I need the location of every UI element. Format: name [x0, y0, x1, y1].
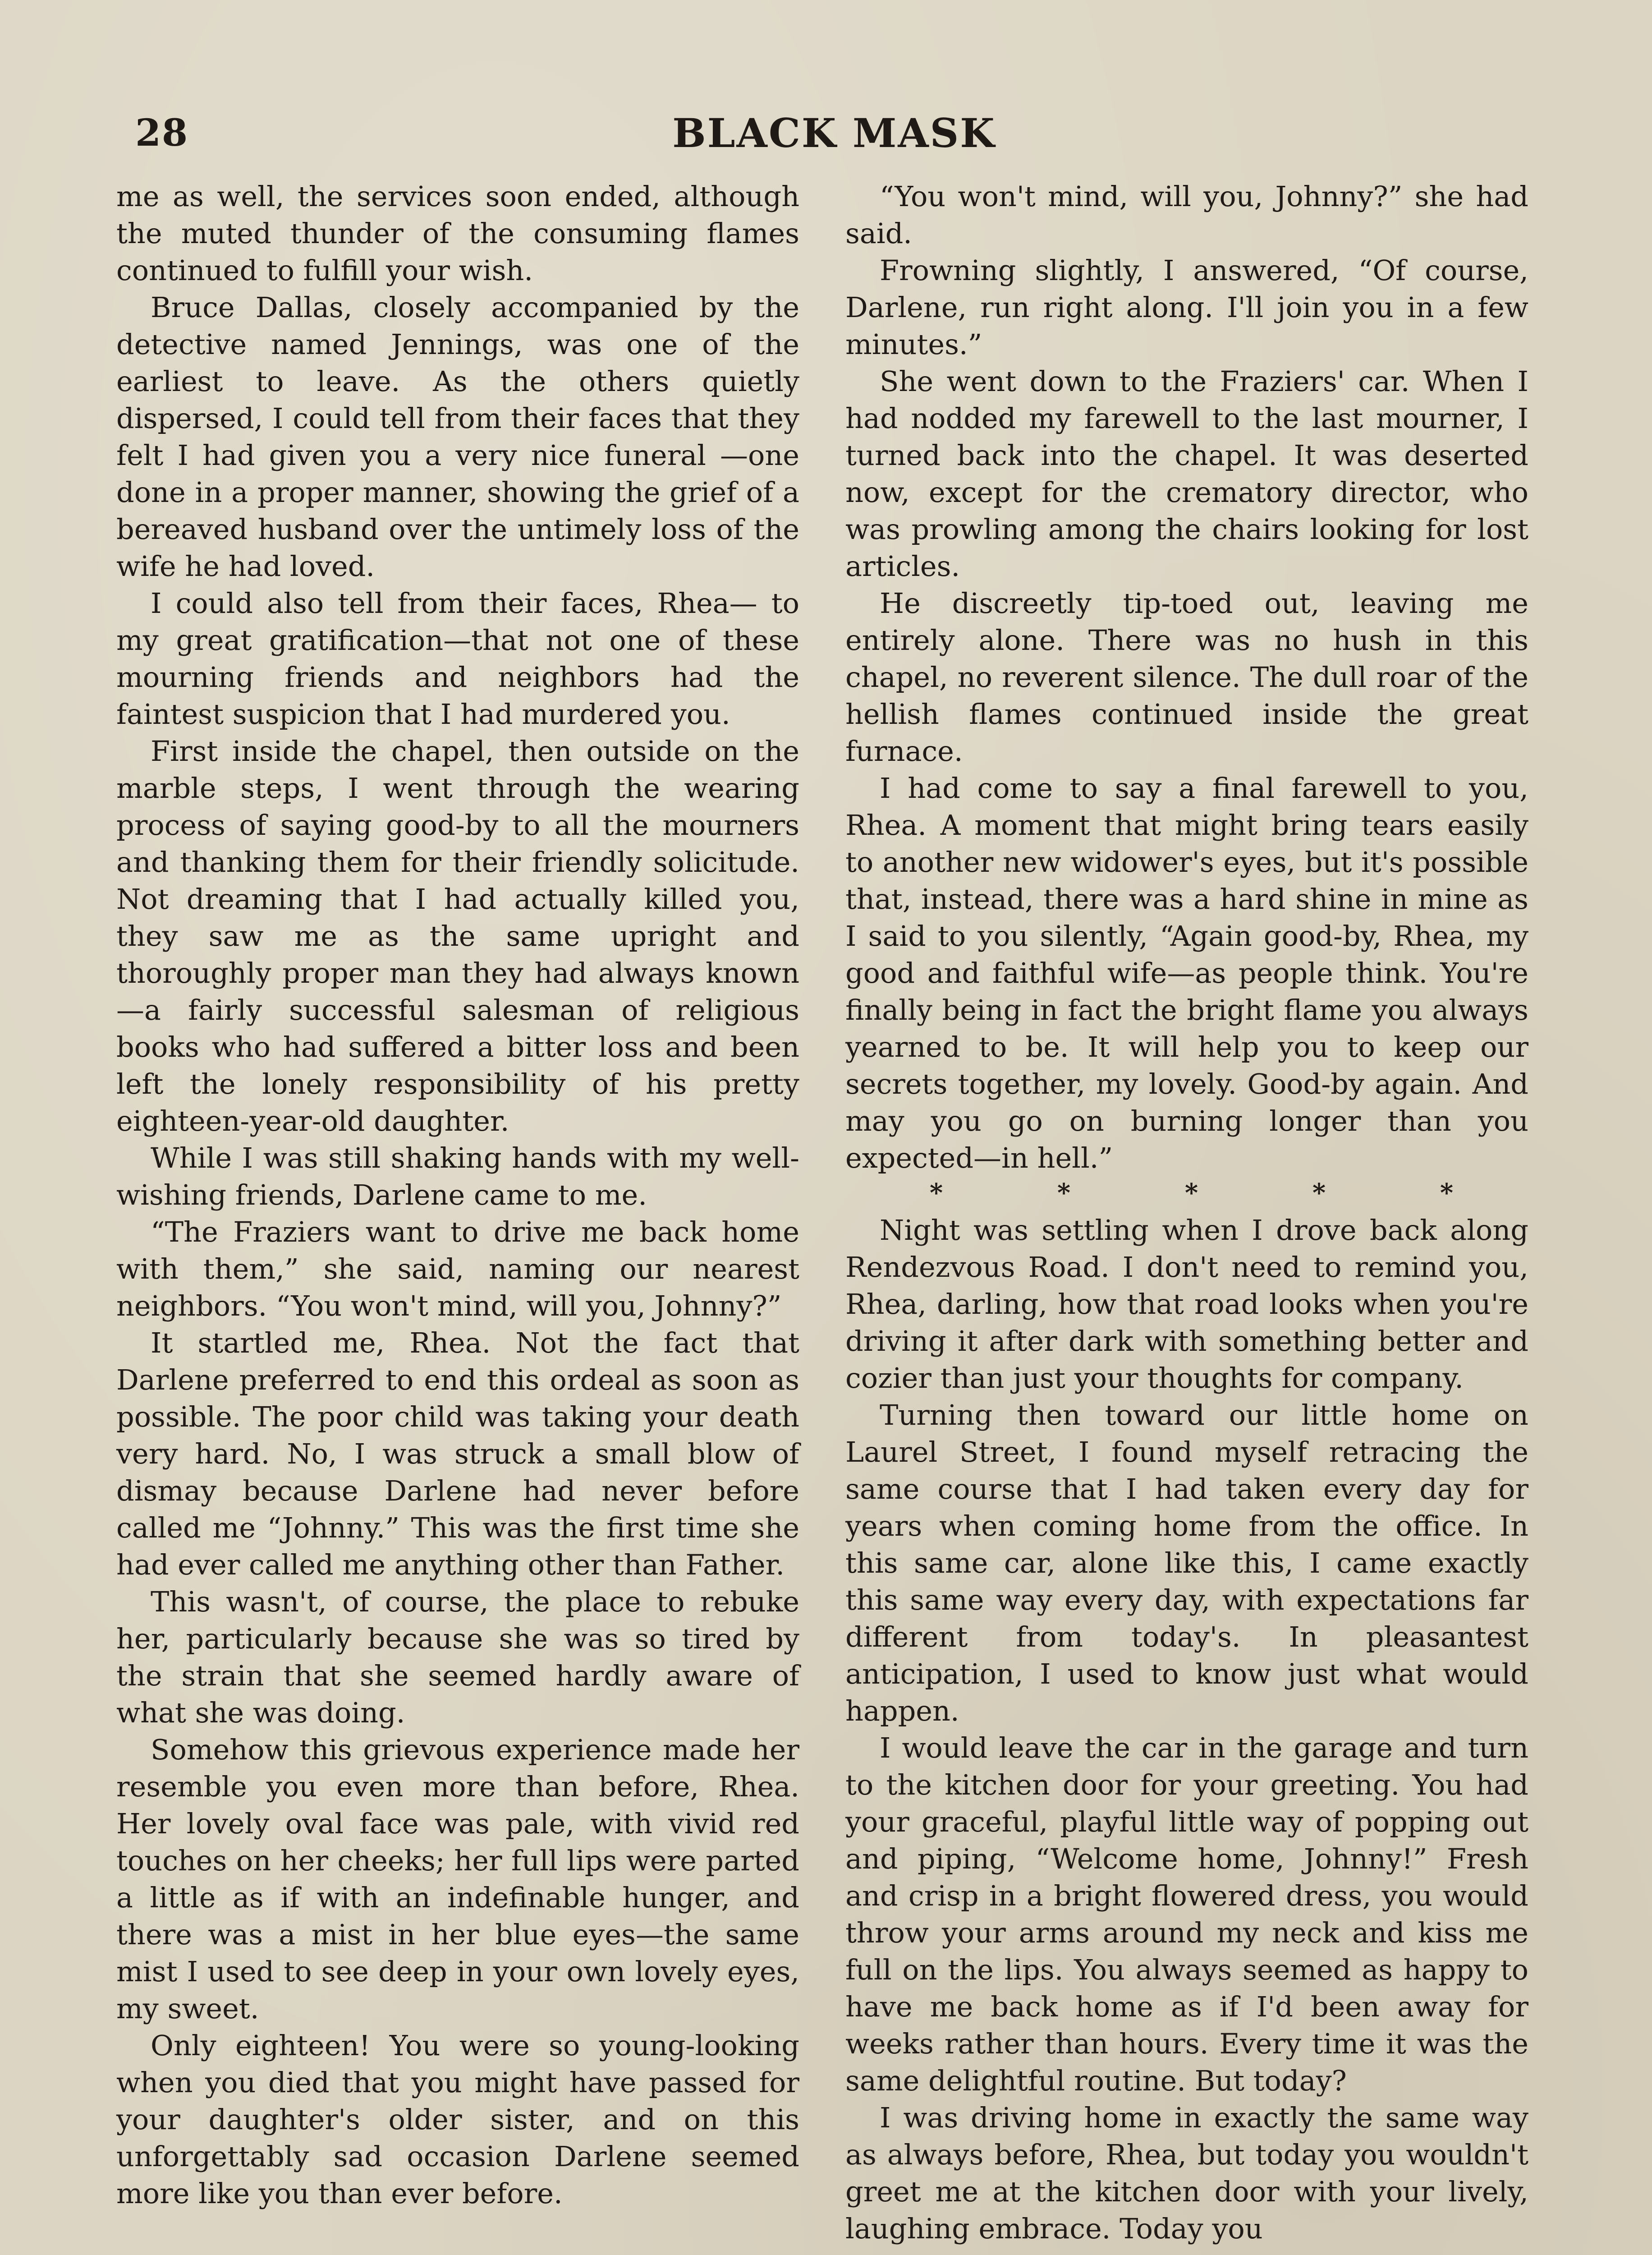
- paragraph: Night was settling when I drove back along Rendezvous Road. I don't need to remind you, Rhea, darling, how that road looks when you're driving it after dark with something better and cozier than just your thoughts for company.: [845, 1214, 1528, 1394]
- section-break-asterisk: *: [1312, 1178, 1326, 1208]
- paragraph: It startled me, Rhea. Not the fact that Darlene preferred to end this ordeal as soon as possible. The poor child was taking your death very hard. No, I was struck a small blow of dismay because Darlene had never before called me “Johnny.” This was the first time she had ever called me anything other than Father.: [116, 1326, 799, 1581]
- paragraph: While I was still shaking hands with my well-wishing friends, Darlene came to me.: [116, 1141, 799, 1211]
- left-column: [116, 178, 799, 2212]
- section-break: [845, 1177, 1528, 1209]
- paragraph: Only eighteen! You were so young-looking when you died that you might have passed for your daughter's older sister, and on this unforgettably sad occasion Darlene seemed more like you than ever before.: [116, 2029, 799, 2210]
- paragraph: He discreetly tip-toed out, leaving me entirely alone. There was no hush in this chapel, no reverent silence. The dull roar of the hellish flames continued inside the great furnace.: [845, 587, 1528, 768]
- paragraph: Somehow this grievous experience made her resemble you even more than before, Rhea. Her lovely oval face was pale, with vivid red touches on her cheeks; her full lips were parted a little as if with an indefinable hunger, and there was a mist in her blue eyes—the same mist I used to see deep in your own lovely eyes, my sweet.: [116, 1733, 799, 2025]
- running-title: BLACK MASK: [672, 110, 996, 156]
- section-break-asterisk: *: [1184, 1178, 1198, 1208]
- section-break-asterisk: *: [1440, 1178, 1454, 1208]
- paragraph: I would leave the car in the garage and turn to the kitchen door for your greeting. You had your graceful, playful little way of popping out and piping, “Welcome home, Johnny!” Fresh and crisp in a bright flowered dress, you would throw your arms around my neck and kiss me full on the lips. You always seemed as happy to have me back home as if I'd been away for weeks rather than hours. Every time it was the same delightful routine. But today?: [845, 1731, 1528, 2097]
- page-header: [135, 108, 1533, 158]
- paragraph: Turning then toward our little home on Laurel Street, I found myself retracing the same course that I had taken every day for years when coming home from the office. In this same car, alone like this, I came exactly this same way every day, with expectations far different from today's. In pleasantest anticipation, I used to know just what would happen.: [845, 1399, 1528, 1727]
- paragraph: This wasn't, of course, the place to rebuke her, particularly because she was so tired by the strain that she seemed hardly aware of what she was doing.: [116, 1585, 799, 1729]
- paragraph: I could also tell from their faces, Rhea— to my great gratification—that not one of these mourning friends and neighbors had the faintest suspicion that I had murdered you.: [116, 587, 799, 731]
- page-number: 28: [135, 111, 189, 155]
- paragraph: me as well, the services soon ended, although the muted thunder of the consuming flames continued to fulfill your wish.: [116, 180, 799, 287]
- paragraph: First inside the chapel, then outside on the marble steps, I went through the wearing process of saying good-by to all the mourners and thanking them for their friendly solicitude. Not dreaming that I had actually killed you, they saw me as the same upright and thoroughly proper man they had always known—a fairly successful salesman of religious books who had suffered a bitter loss and been left the lonely responsibility of his pretty eighteen-year-old daughter.: [116, 735, 799, 1137]
- section-break-asterisk: *: [1057, 1178, 1071, 1208]
- paragraph: Bruce Dallas, closely accompanied by the detective named Jennings, was one of the earliest to leave. As the others quietly dispersed, I could tell from their faces that they felt I had given you a very nice funeral —one done in a proper manner, showing the grief of a bereaved husband over the untimely loss of the wife he had loved.: [116, 291, 799, 583]
- paragraph: I was driving home in exactly the same way as always before, Rhea, but today you wouldn't greet me at the kitchen door with your lively, laughing embrace. Today you: [845, 2101, 1528, 2245]
- paragraph: “You won't mind, will you, Johnny?” she had said.: [845, 180, 1528, 250]
- right-column: [845, 178, 1528, 2247]
- paragraph: She went down to the Fraziers' car. When I had nodded my farewell to the last mourner, I turned back into the chapel. It was deserted now, except for the crematory director, who was prowling among the chairs looking for lost articles.: [845, 365, 1528, 583]
- paragraph: Frowning slightly, I answered, “Of course, Darlene, run right along. I'll join you in a few minutes.”: [845, 254, 1528, 361]
- paragraph: “The Fraziers want to drive me back home with them,” she said, naming our nearest neighbors. “You won't mind, will you, Johnny?”: [116, 1215, 799, 1322]
- paragraph: I had come to say a final farewell to you, Rhea. A moment that might bring tears easily to another new widower's eyes, but it's possible that, instead, there was a hard shine in mine as I said to you silently, “Again good-by, Rhea, my good and faithful wife—as people think. You're finally being in fact the bright flame you always yearned to be. It will help you to keep our secrets together, my lovely. Good-by again. And may you go on burning longer than you expected—in hell.”: [845, 772, 1528, 1174]
- section-break-asterisk: *: [929, 1178, 943, 1208]
